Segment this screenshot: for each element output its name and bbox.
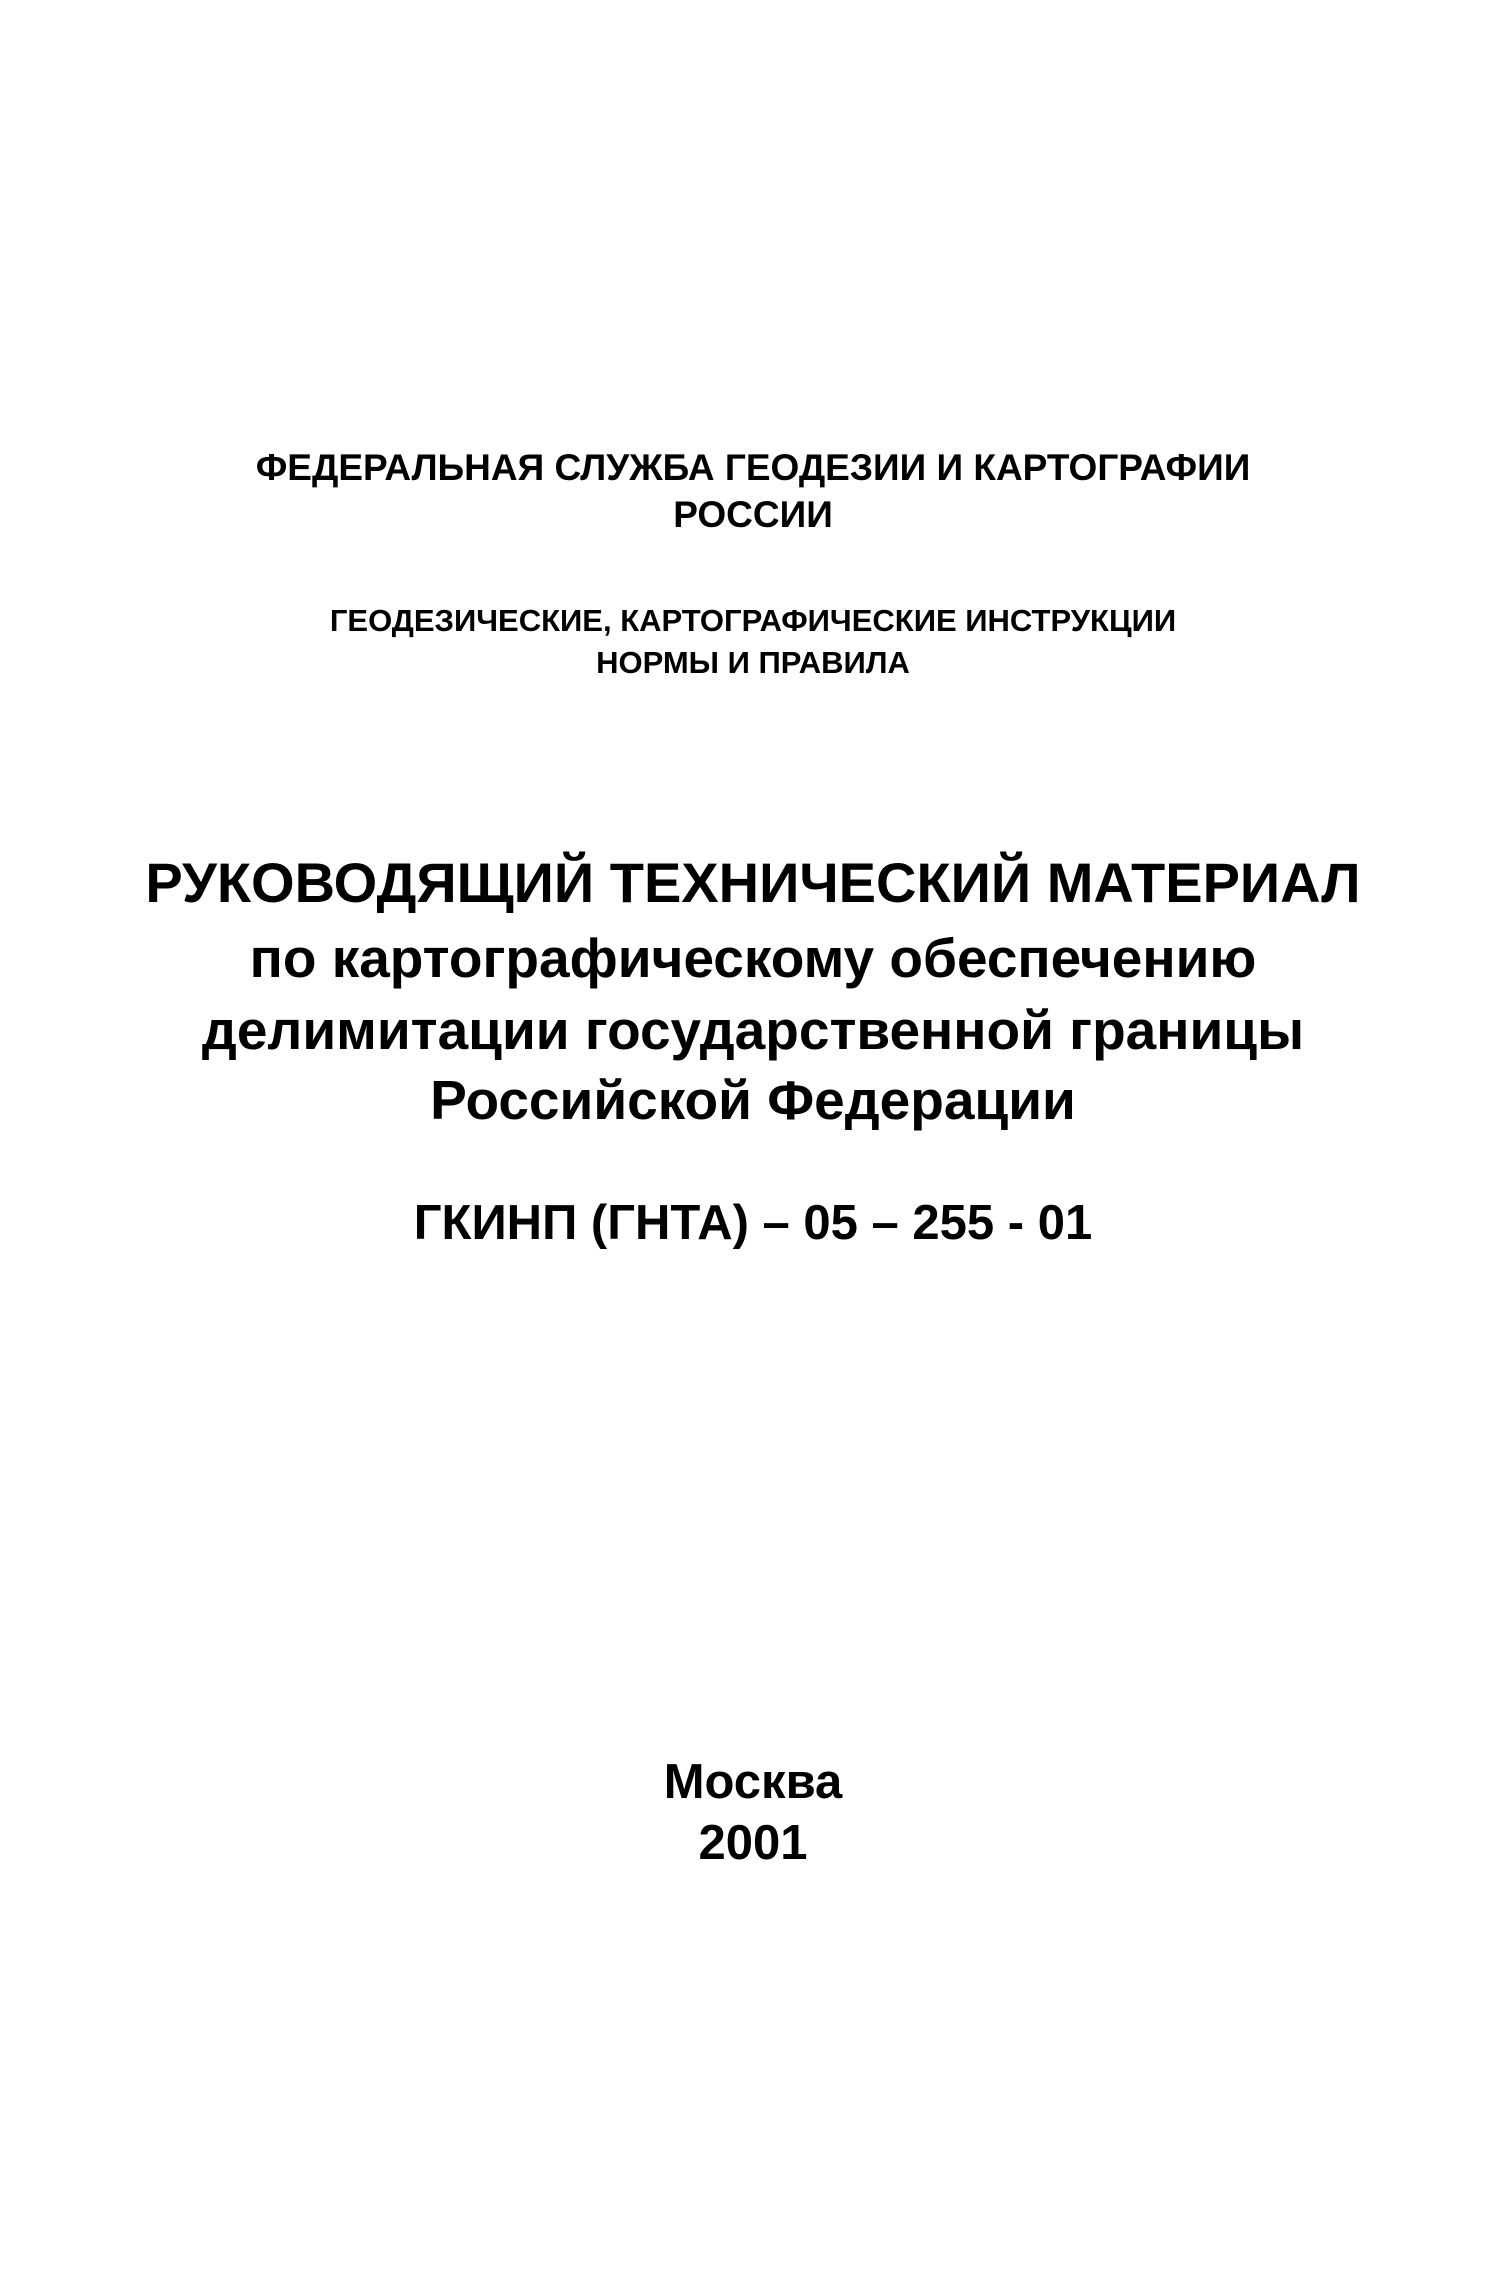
document-title-line-4: Российской Федерации: [430, 1069, 1076, 1131]
imprint-year: 2001: [698, 1816, 808, 1870]
series-name-line-1: ГЕОДЕЗИЧЕСКИЕ, КАРТОГРАФИЧЕСКИЕ ИНСТРУКЦИИ: [329, 603, 1177, 638]
agency-name-line-1: ФЕДЕРАЛЬНАЯ СЛУЖБА ГЕОДЕЗИИ И КАРТОГРАФИИ: [255, 447, 1251, 488]
document-title-line-3: делимитации государственной границы: [201, 999, 1305, 1061]
agency-name-line-2: РОССИИ: [673, 494, 833, 535]
document-code: ГКИНП (ГНТА) – 05 – 255 - 01: [413, 1196, 1093, 1250]
series-name-line-2: НОРМЫ И ПРАВИЛА: [596, 645, 910, 680]
document-title-line-2: по картографическому обеспечению: [249, 927, 1257, 989]
document-title-line-1: РУКОВОДЯЩИЙ ТЕХНИЧЕСКИЙ МАТЕРИАЛ: [145, 851, 1361, 914]
imprint-city: Москва: [663, 1755, 843, 1809]
